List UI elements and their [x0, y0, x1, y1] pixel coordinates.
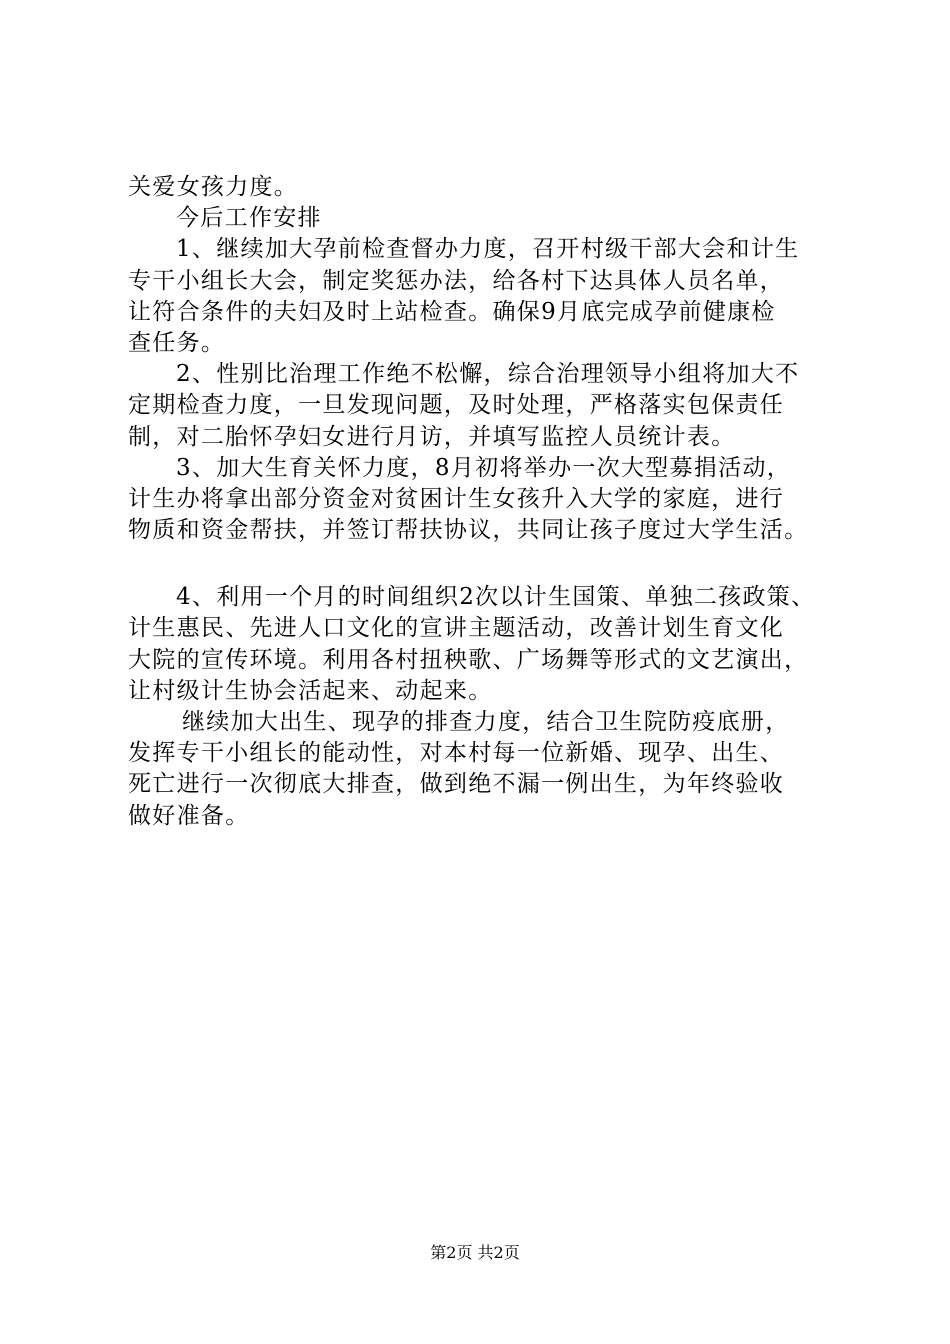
text-line: 物质和资金帮扶，并签订帮扶协议，共同让孩子度过大学生活。	[128, 517, 809, 544]
text-line: 让符合条件的夫妇及时上站检查。确保9月底完成孕前健康检	[128, 298, 776, 325]
text-line: 死亡进行一次彻底大排查，做到绝不漏一例出生，为年终验收	[128, 771, 785, 798]
text-line: 发挥专干小组长的能动性，对本村每一位新婚、现孕、出生、	[128, 740, 785, 767]
text-line: 制，对二胎怀孕妇女进行月访，并填写监控人员统计表。	[128, 423, 736, 450]
text-line: 查任务。	[128, 329, 226, 356]
text-line: 大院的宣传环境。利用各村扭秧歌、广场舞等形式的文艺演出，	[128, 646, 809, 673]
section-heading: 今后工作安排	[176, 205, 322, 232]
text-line: 计生惠民、先进人口文化的宣讲主题活动，改善计划生育文化	[128, 615, 785, 642]
document-body	[128, 172, 848, 832]
text-line: 4、利用一个月的时间组织2次以计生国策、单独二孩政策、	[176, 584, 816, 611]
text-line: 1、继续加大孕前检查督办力度，召开村级干部大会和计生	[176, 236, 800, 263]
text-line: 计生办将拿出部分资金对贫困计生女孩升入大学的家庭，进行	[128, 485, 785, 512]
paragraph-gap	[128, 546, 848, 582]
text-line: 3、加大生育关怀力度，8月初将举办一次大型募捐活动，	[176, 454, 792, 481]
text-line: 做好准备。	[128, 802, 250, 829]
text-line: 让村级计生协会活起来、动起来。	[128, 677, 493, 704]
text-line: 2、性别比治理工作绝不松懈，综合治理领导小组将加大不	[176, 361, 800, 388]
text-line: 定期检查力度，一旦发现问题，及时处理，严格落实包保责任	[128, 392, 785, 419]
text-line: 关爱女孩力度。	[128, 174, 299, 200]
page-footer: 第2页 共2页	[430, 1243, 520, 1262]
text-line: 专干小组长大会，制定奖惩办法，给各村下达具体人员名单，	[128, 267, 785, 294]
text-line: 继续加大出生、现孕的排查力度，结合卫生院防疫底册，	[182, 709, 790, 735]
